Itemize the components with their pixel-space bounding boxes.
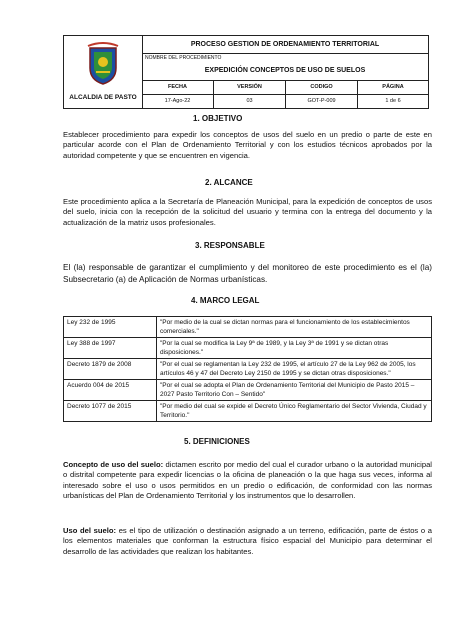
page-value: 1 de 6 [385, 98, 401, 104]
section-text-objetivo: Establecer procedimiento para expedir los conceptos de usos del suelo en un predio o parte de este en particular acorde con el Plan de Ordenamiento Territorial y con los estudios técnicos aprobados por la autoridad competente y que se encuentren en vigencia. [63, 130, 432, 160]
legal-description: "Por medio de la cual se dictan normas para el funcionamiento de los establecimientos comerciales." [157, 317, 432, 338]
section-heading-marco-legal: 4. MARCO LEGAL [191, 296, 260, 305]
legal-norm: Acuerdo 004 de 2015 [64, 380, 157, 401]
legal-norm: Ley 232 de 1995 [64, 317, 157, 338]
legal-description: "Por el cual se adopta el Plan de Ordenamiento Territorial del Municipio de Pasto 2015 – 2027 Pasto Territorio Con – Sentido" [157, 380, 432, 401]
table-row [64, 338, 432, 359]
logo-cell [64, 36, 143, 108]
procedure-label: NOMBRE DEL PROCEDIMIENTO [145, 55, 222, 61]
legal-norm: Decreto 1879 de 2008 [64, 359, 157, 380]
page-label: PÁGINA [382, 84, 404, 90]
table-row [64, 401, 432, 422]
version-label: VERSIÓN [214, 80, 286, 94]
date-value: 17-Ago-22 [142, 94, 214, 108]
section-text-alcance: Este procedimiento aplica a la Secretaría de Planeación Municipal, para la expedición de conceptos de usos del suelo, inicia con la recepción de la solicitud del usuario y termina con la entrega del documento y la actualización de la matriz usos profesionales. [63, 197, 432, 227]
legal-framework-table [63, 316, 432, 422]
coat-of-arms-logo [86, 42, 120, 86]
section-heading-responsable: 3. RESPONSABLE [195, 241, 265, 250]
table-row [64, 317, 432, 338]
legal-description: "Por la cual se modifica la Ley 9ª de 1989, y la Ley 3ª de 1991 y se dictan otras disposiciones." [157, 338, 432, 359]
procedure-name: EXPEDICIÓN CONCEPTOS DE USO DE SUELOS [204, 67, 366, 74]
section-heading-definiciones: 5. DEFINICIONES [184, 437, 250, 446]
version-value: 03 [214, 94, 286, 108]
definition-term: Concepto de uso del suelo: [63, 460, 164, 469]
definition-text: dictamen escrito por medio del cual el curador urbano o la autoridad municipal o distrital competente para expedir licencias o la oficina de planeación o la que haga sus veces, informa al interesado sobre el uso o usos permitidos en un predio o edificación, de conformidad con las normas urbanísticas del Plan de Ordenamiento Territorial y los instrumentos que lo desarrollen. [63, 460, 432, 501]
legal-norm: Ley 388 de 1997 [64, 338, 157, 359]
table-row [64, 359, 432, 380]
definition-concepto-uso-suelo [63, 460, 432, 502]
legal-norm: Decreto 1077 de 2015 [64, 401, 157, 422]
process-title: PROCESO GESTION DE ORDENAMIENTO TERRITORIAL [142, 36, 428, 54]
code-label: CODIGO [286, 80, 358, 94]
legal-description: "Por medio del cual se expide el Decreto Único Reglamentario del Sector Vivienda, Ciudad y Territorio." [157, 401, 432, 422]
definition-term: Uso del suelo: [63, 526, 117, 535]
definition-text: es el tipo de utilización o destinación asignado a un terreno, edificación, parte de éstos o a los elementos materiales que conforman la estructura físico espacial del Municipio para determinar el desarrollo de las actividades que realizan los habitantes. [63, 526, 433, 556]
section-heading-alcance: 2. ALCANCE [205, 178, 253, 187]
document-header [63, 35, 429, 109]
meta-values-row [142, 94, 428, 108]
org-name: ALCALDIA DE PASTO [69, 94, 137, 101]
legal-description: "Por el cual se reglamentan la Ley 232 de 1995, el artículo 27 de la Ley 962 de 2005, los artículos 46 y 47 del Decreto Ley 2150 de 1995 y se dictan otras disposiciones." [157, 359, 432, 380]
code-value: GOT-P-009 [286, 94, 358, 108]
table-row [64, 380, 432, 401]
definition-uso-suelo [63, 526, 432, 557]
date-label: FECHA [142, 80, 214, 94]
section-heading-objetivo: 1. OBJETIVO [193, 114, 243, 123]
meta-labels-row [142, 80, 428, 95]
section-text-responsable: El (la) responsable de garantizar el cumplimiento y del monitoreo de este procedimiento es el (la) Subsecretario (a) de Aplicación de Normas urbanísticas. [63, 263, 432, 284]
procedure-row [142, 53, 428, 81]
